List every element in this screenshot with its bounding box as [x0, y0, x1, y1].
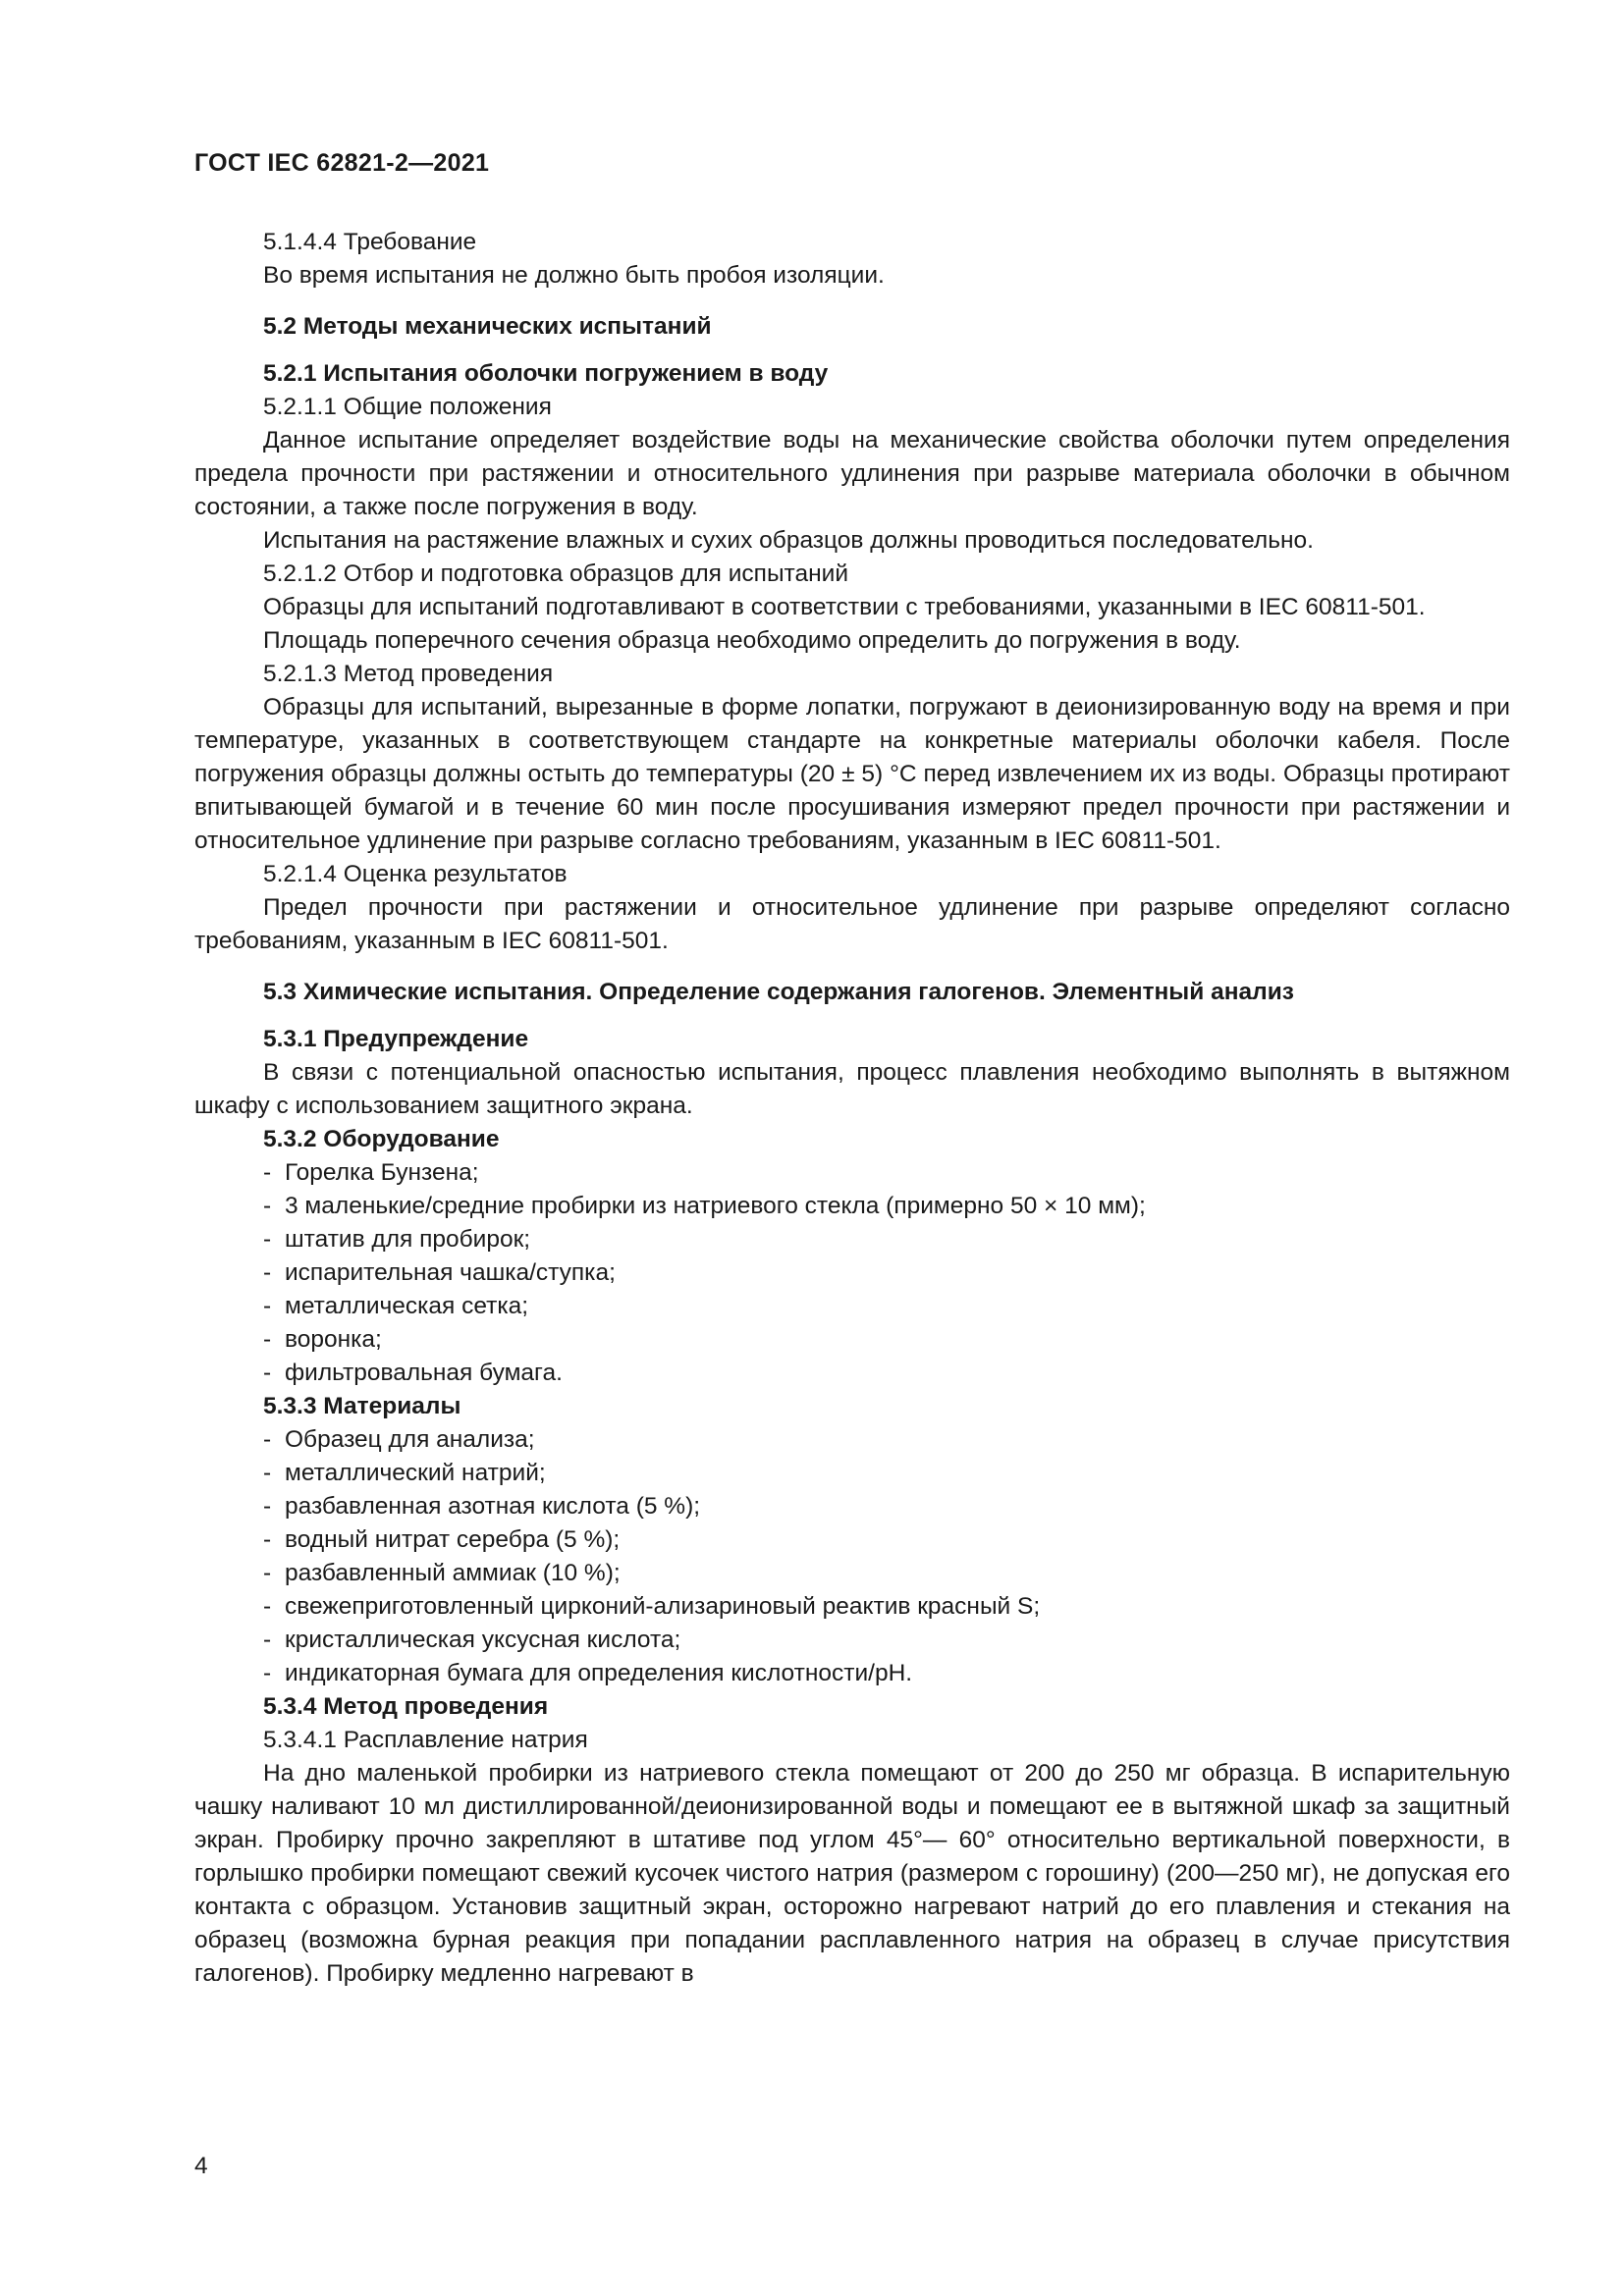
document-id-header: ГОСТ IEC 62821-2—2021: [194, 149, 490, 177]
page-body: [194, 226, 1510, 1991]
list-item: - металлический натрий;: [263, 1460, 546, 1486]
clause-5-2-1-4-para-1: Предел прочности при растяжении и относительное удлинение при разрыве определяют согласно требованиям, указанным в IEC 60811-501.: [194, 894, 1510, 954]
list-item: - испарительная чашка/ступка;: [263, 1259, 616, 1286]
page-number: 4: [194, 2153, 208, 2179]
clause-5-3-4-1-heading: 5.3.4.1 Расплавление натрия: [263, 1727, 588, 1753]
clause-5-2-1-1-para-1: Данное испытание определяет воздействие воды на механические свойства оболочки путем определения предела прочности при растяжении и относительного удлинения при разрыве материала оболочки в обычном состоянии, а также после погружения в воду.: [194, 427, 1510, 520]
list-item: - разбавленный аммиак (10 %);: [263, 1560, 621, 1586]
list-item: - 3 маленькие/средние пробирки из натриевого стекла (примерно 50 × 10 мм);: [263, 1193, 1146, 1219]
clause-5-1-4-4-text: Во время испытания не должно быть пробоя изоляции.: [263, 262, 885, 289]
list-item: - Горелка Бунзена;: [263, 1159, 479, 1186]
section-5-3-2-title: 5.3.2 Оборудование: [263, 1126, 500, 1152]
list-item: - штатив для пробирок;: [263, 1226, 531, 1253]
clause-5-3-4-1-para-1: На дно маленькой пробирки из натриевого стекла помещают от 200 до 250 мг образца. В испарительную чашку наливают 10 мл дистиллированной/деионизированной воды и помещают ее в вытяжной шкаф за защитный экран. Пробирку прочно закрепляют в штативе под углом 45°— 60° относительно вертикальной поверхности, в горлышко пробирки помещают свежий кусочек чистого натрия (размером с горошину) (200—250 мг), не допуская его контакта с образцом. Установив защитный экран, осторожно нагревают натрий до его плавления и стекания на образец (возможна бурная реакция при попадании расплавленного натрия на образец в случае присутствия галогенов). Пробирку медленно нагревают в: [194, 1760, 1510, 1987]
list-item: - индикаторная бумага для определения кислотности/рН.: [263, 1660, 913, 1686]
clause-5-2-1-2-para-1: Образцы для испытаний подготавливают в соответствии с требованиями, указанными в IEC 60811-501.: [263, 594, 1426, 620]
section-5-3-4-title: 5.3.4 Метод проведения: [263, 1693, 549, 1720]
list-item: - свежеприготовленный цирконий-ализариновый реактив красный S;: [263, 1593, 1041, 1620]
equipment-list: [194, 1156, 1510, 1390]
section-5-3-title: 5.3 Химические испытания. Определение содержания галогенов. Элементный анализ: [263, 979, 1294, 1005]
section-5-3-1-title: 5.3.1 Предупреждение: [263, 1026, 529, 1052]
clause-5-2-1-3-heading: 5.2.1.3 Метод проведения: [263, 661, 554, 687]
section-5-2-1-title: 5.2.1 Испытания оболочки погружением в воду: [263, 360, 829, 387]
clause-5-2-1-4-heading: 5.2.1.4 Оценка результатов: [263, 861, 568, 887]
list-item: - фильтровальная бумага.: [263, 1360, 563, 1386]
materials-list: [194, 1423, 1510, 1690]
list-item: - металлическая сетка;: [263, 1293, 529, 1319]
list-item: - разбавленная азотная кислота (5 %);: [263, 1493, 701, 1520]
clause-5-1-4-4-heading: 5.1.4.4 Требование: [263, 229, 477, 255]
clause-5-2-1-1-para-2: Испытания на растяжение влажных и сухих образцов должны проводиться последовательно.: [263, 527, 1314, 554]
list-item: - Образец для анализа;: [263, 1426, 535, 1453]
clause-5-2-1-2-heading: 5.2.1.2 Отбор и подготовка образцов для испытаний: [263, 561, 849, 587]
clause-5-2-1-1-heading: 5.2.1.1 Общие положения: [263, 394, 552, 420]
list-item: - воронка;: [263, 1326, 382, 1353]
clause-5-2-1-3-para-1: Образцы для испытаний, вырезанные в форме лопатки, погружают в деионизированную воду на время и при температуре, указанных в соответствующем стандарте на конкретные материалы оболочки кабеля. После погружения образцы должны остыть до температуры (20 ± 5) °С перед извлечением их из воды. Образцы протирают впитывающей бумагой и в течение 60 мин после просушивания измеряют предел прочности при растяжении и относительное удлинение при разрыве согласно требованиям, указанным в IEC 60811-501.: [194, 694, 1510, 854]
clause-5-3-1-para-1: В связи с потенциальной опасностью испытания, процесс плавления необходимо выполнять в вытяжном шкафу с использованием защитного экрана.: [194, 1059, 1510, 1119]
list-item: - водный нитрат серебра (5 %);: [263, 1526, 621, 1553]
list-item: - кристаллическая уксусная кислота;: [263, 1627, 681, 1653]
section-5-3-3-title: 5.3.3 Материалы: [263, 1393, 461, 1419]
clause-5-2-1-2-para-2: Площадь поперечного сечения образца необходимо определить до погружения в воду.: [263, 627, 1241, 654]
section-5-2-title: 5.2 Методы механических испытаний: [263, 313, 712, 340]
